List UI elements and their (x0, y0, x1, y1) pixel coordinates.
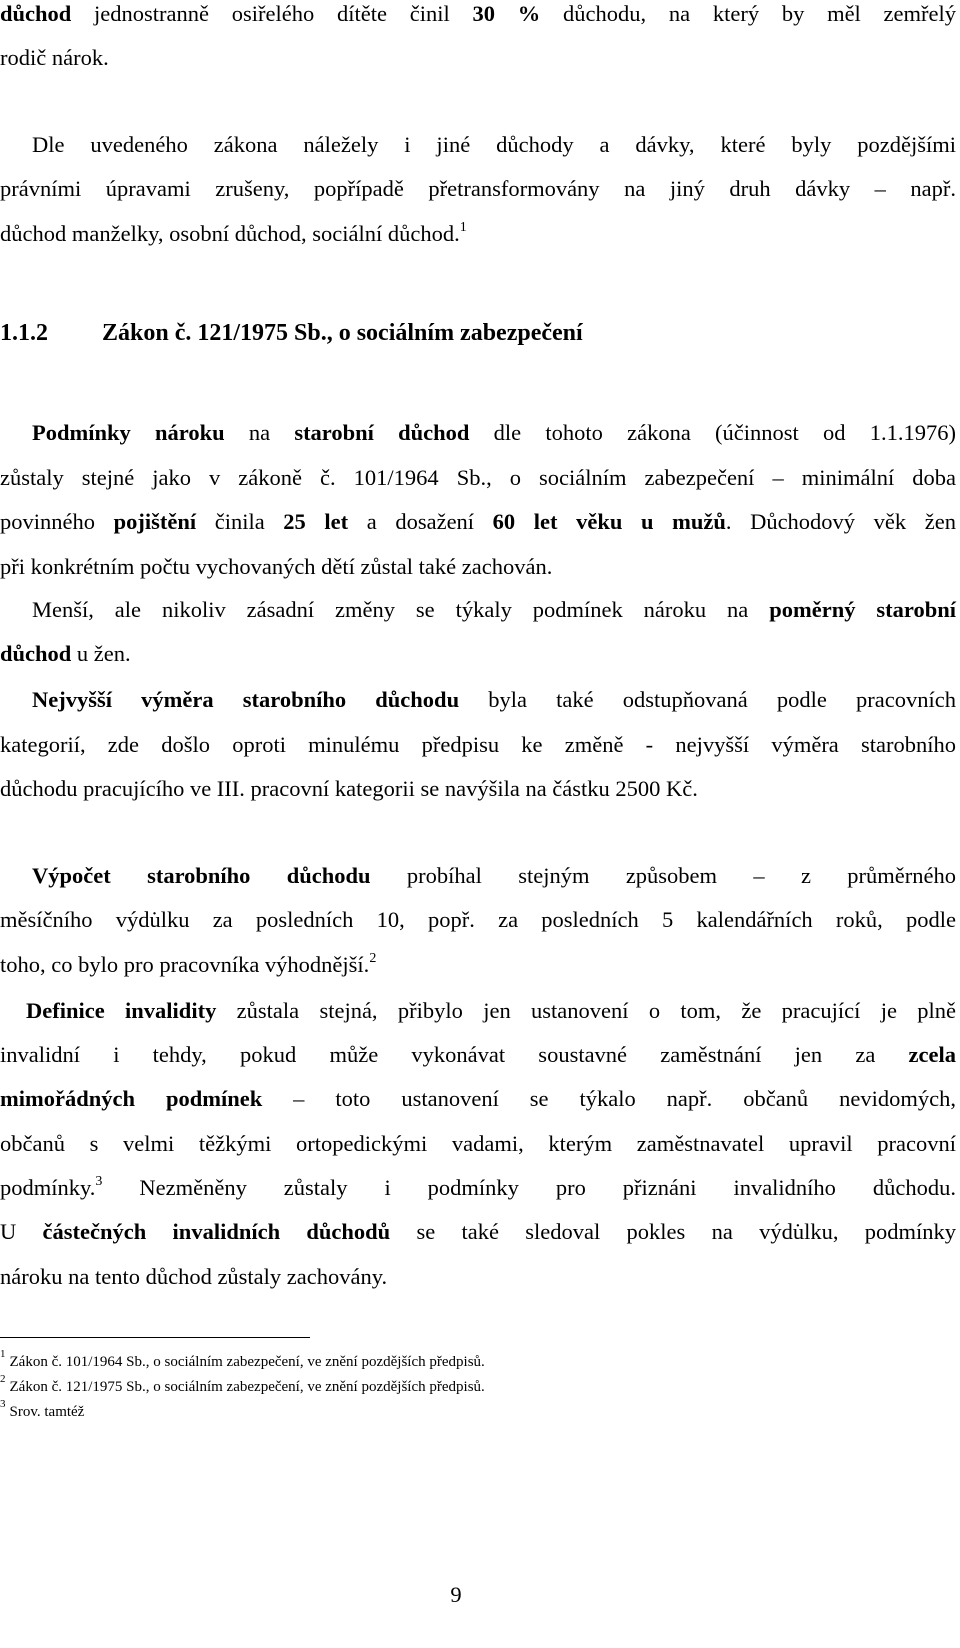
text-line: rodič nárok. (0, 45, 109, 70)
text-line: Podmínky nároku na starobní důchod dle tohoto zákona (účinnost od 1.1.1976) (32, 420, 956, 445)
section-number: 1.1.2 (0, 320, 48, 346)
text-line: povinného pojištění činila 25 let a dosažení 60 let věku u mužů. Důchodový věk žen (0, 509, 956, 534)
text-line: Dle uvedeného zákona náležely i jiné důchody a dávky, které byly pozdějšími (32, 132, 956, 157)
text-line: při konkrétním počtu vychovaných dětí zůstal také zachován. (0, 554, 553, 579)
text-line: invalidní i tehdy, pokud může vykonávat soustavné zaměstnání jen za zcela (0, 1042, 956, 1067)
text-line: kategorií, zde došlo oproti minulému předpisu ke změně - nejvyšší výměra starobního (0, 732, 956, 757)
page-number: 9 (450, 1582, 462, 1607)
text-line: Výpočet starobního důchodu probíhal stejným způsobem – z průměrného (32, 863, 956, 888)
footnote: $^1$ Zákon č. 101/1964 Sb., o sociálním zabezpečení, ve znění pozdějších předpisů. (0, 1348, 485, 1370)
text-line: mimořádných podmínek – toto ustanovení se týkalo např. občanů nevidomých, (0, 1086, 956, 1111)
text-line: důchod jednostranně osiřelého dítěte činil 30 % důchodu, na který by měl zemřelý (0, 1, 957, 26)
text-line: Menší, ale nikoliv zásadní změny se týkaly podmínek nároku na poměrný starobní (32, 597, 956, 622)
text-line: měsíčního výdu̇lku za posledních 10, popř. za posledních 5 kalendářních roků, podle (0, 907, 956, 932)
footnote-ref[interactable]: 2 (369, 950, 377, 966)
footnote: $^3$ Srov. tamtéž (0, 1398, 85, 1420)
text-line: U částečných invalidních důchodů se také sledoval pokles na výdu̇lku, podmínky (0, 1219, 957, 1244)
section-heading: 1.1.2 Zákon č. 121/1975 Sb., o sociálním zabezpečení (0, 320, 583, 346)
text-line: toho, co bylo pro pracovníka výhodnější.$^2$ (0, 950, 377, 977)
text-line: podmínky.$^3$ Nezměněny zůstaly i podmínky pro přiznáni invalidního důchodu. (0, 1173, 956, 1200)
text-line: důchodu pracujícího ve III. pracovní kategorii se navýšila na částku 2500 Kč. (0, 776, 698, 801)
text-line: Nejvyšší výměra starobního důchodu byla také odstupňovaná podle pracovních (32, 687, 956, 712)
text-line: nároku na tento důchod zůstaly zachovány. (0, 1264, 388, 1289)
footnote-ref[interactable]: 1 (459, 219, 467, 235)
text-line: zůstaly stejné jako v zákoně č. 101/1964 Sb., o sociálním zabezpečení – minimální doba (0, 465, 956, 490)
text-line: právními úpravami zrušeny, popřípadě přetransformovány na jiný druh dávky – např. (0, 176, 956, 201)
footnote-ref[interactable]: 3 (95, 1173, 103, 1189)
text-line: občanů s velmi těžkými ortopedickými vadami, kterým zaměstnavatel upravil pracovní (0, 1131, 956, 1156)
footnote: $^2$ Zákon č. 121/1975 Sb., o sociálním zabezpečení, ve znění pozdějších předpisů. (0, 1373, 485, 1395)
text-line: důchod u žen. (0, 641, 131, 666)
footnote-divider (0, 1337, 310, 1338)
text-line: Definice invalidity zůstala stejná, přibylo jen ustanovení o tom, že pracující je plně (26, 998, 956, 1023)
text-line: důchod manželky, osobní důchod, sociální důchod.$^1$ (0, 219, 467, 246)
